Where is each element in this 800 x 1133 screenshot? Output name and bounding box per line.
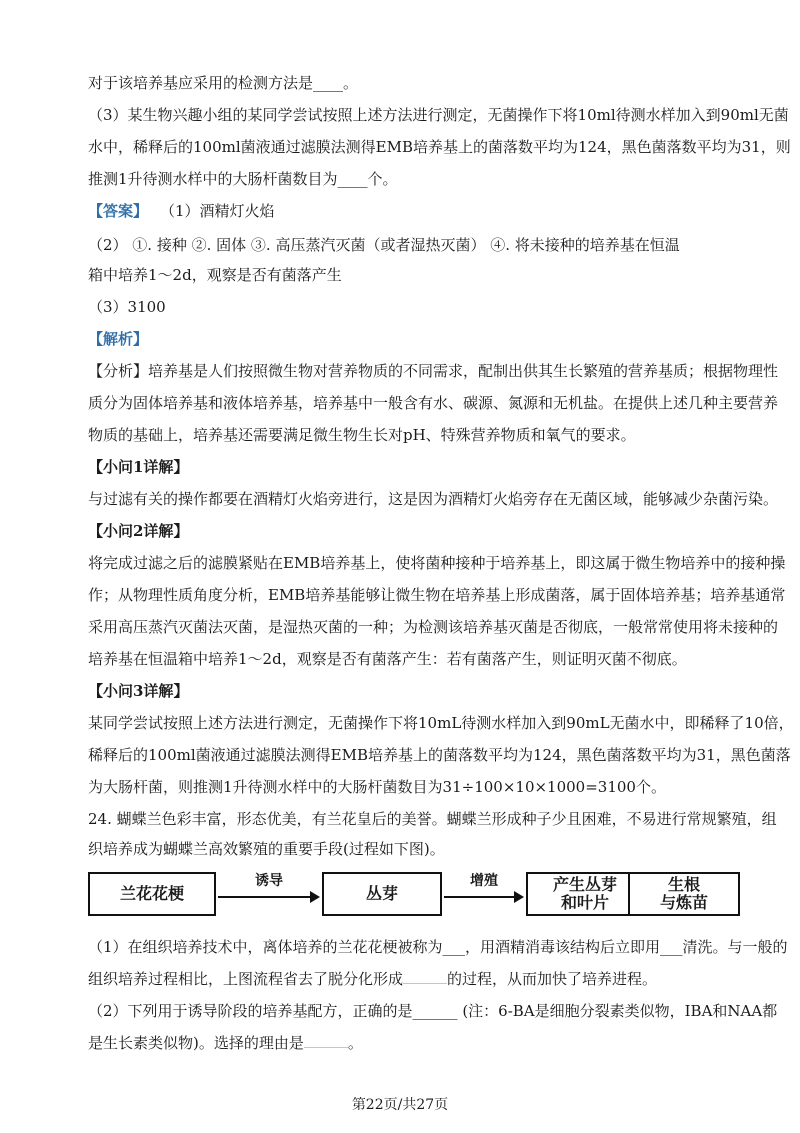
analysis-line: 【分析】培养基是人们按照微生物对营养物质的不同需求，配制出供其生长繁殖的营养基质；根据物理性 [88, 362, 779, 380]
flow-arrow-induce [218, 866, 320, 922]
flow-box-text: 产生丛芽 [552, 875, 617, 894]
analysis-line: 物质的基础上，培养基还需要满足微生物生长对pH、特殊营养物质和氧气的要求。 [88, 426, 636, 444]
subquestion-2-heading: 【小问2详解】 [88, 522, 189, 540]
flow-arrow-label: 诱导 [255, 873, 283, 889]
question-24-part-2: （2）下列用于诱导阶段的培养基配方，正确的是______ (注：6-BA是细胞分裂素类似物，IBA和NAA都 [88, 1002, 778, 1020]
text-segment: 的过程，从而加快了培养进程。 [447, 970, 658, 988]
flow-arrow-label: 增殖 [470, 873, 498, 889]
answer-part-2-cont: 箱中培养1～2d，观察是否有菌落产生 [88, 266, 342, 284]
answer-part-1: （1）酒精灯火焰 [160, 202, 275, 220]
subquestion-1-heading: 【小问1详解】 [88, 458, 189, 476]
arrow-head-icon [514, 891, 524, 903]
page-number-footer: 第22页/共27页 [351, 1097, 449, 1113]
subquestion-2-line: 将完成过滤之后的滤膜紧贴在EMB培养基上，使将菌种接种于培养基上，即这属于微生物培养中的接种操 [88, 554, 786, 572]
subquestion-3-line: 稀释后的100ml菌液通过滤膜法测得EMB培养基上的菌落数平均为124，黑色菌落数平均为31，黑色菌落 [88, 746, 791, 764]
subquestion-3-line: 为大肠杆菌，则推测1升待测水样中的大肠杆菌数目为31÷100×10×1000=3100个。 [88, 778, 666, 796]
answer-heading: 【答案】 [88, 202, 149, 220]
analysis-line: 质分为固体培养基和液体培养基，培养基中一般含有水、碳源、氮源和无机盐。在提供上述几种主要营养 [88, 394, 779, 412]
flow-box-rooting-hardening [628, 872, 740, 916]
subquestion-3-line: 某同学尝试按照上述方法进行测定，无菌操作下将10mL待测水样加入到90mL无菌水中，即稀释了10倍， [88, 714, 794, 732]
question-24-line: 24. 蝴蝶兰色彩丰富，形态优美，有兰花皇后的美誉。蝴蝶兰形成种子少且困难，不易进行常规繁殖，组 [88, 810, 777, 828]
text-line: 对于该培养基应采用的检测方法是____。 [88, 74, 359, 92]
flow-box-buds-and-leaves [526, 872, 644, 916]
text-segment: 组织培养过程相比，上图流程省去了脱分化形成 [88, 970, 404, 988]
flow-box-cluster-buds: 丛芽 [322, 872, 442, 916]
subquestion-1-line: 与过滤有关的操作都要在酒精灯火焰旁进行，这是因为酒精灯火焰旁存在无菌区域，能够减少杂菌污染。 [88, 490, 779, 508]
analysis-heading: 【解析】 [88, 330, 149, 348]
subquestion-2-line: 采用高压蒸汽灭菌法灭菌，是湿热灭菌的一种；为检测该培养基灭菌是否彻底，一般常常使用将未接种的 [88, 618, 779, 636]
arrow-shaft [218, 896, 312, 898]
question-24-part-1: （1）在组织培养技术中，离体培养的兰花花梗被称为___，用酒精消毒该结构后立即用___清洗。与一般的 [88, 938, 788, 956]
text-line: 水中，稀释后的100ml菌液通过滤膜法测得EMB培养基上的菌落数平均为124，黑色菌落数平均为31，则 [88, 138, 791, 156]
text-segment: 是生长素类似物)。选择的理由是 [88, 1034, 304, 1052]
flow-arrow-proliferate [444, 866, 524, 922]
flow-box-flower-stalk: 兰花花梗 [88, 872, 216, 916]
question-24-line: 织培养成为蝴蝶兰高效繁殖的重要手段(过程如下图)。 [88, 838, 728, 860]
subquestion-3-heading: 【小问3详解】 [88, 682, 189, 700]
arrow-shaft [444, 896, 516, 898]
subquestion-2-line: 培养基在恒温箱中培养1～2d，观察是否有菌落产生：若有菌落产生，则证明灭菌不彻底。 [88, 650, 687, 668]
subquestion-2-line: 作；从物理性质角度分析，EMB培养基能够让微生物在培养基上形成菌落，属于固体培养基；培养基通常 [88, 586, 786, 604]
answer-part-2: （2） ①. 接种 ②. 固体 ③. 高压蒸汽灭菌（或者湿热灭菌） ④. 将未接种的培养基在恒温 [88, 236, 680, 254]
text-line: 推测1升待测水样中的大肠杆菌数目为____个。 [88, 170, 398, 188]
text-line: （3）某生物兴趣小组的某同学尝试按照上述方法进行测定，无菌操作下将10ml待测水样加入到90ml无菌 [88, 106, 789, 124]
flow-box-text: 生根 [667, 875, 700, 894]
arrow-head-icon [310, 891, 320, 903]
flow-box-text: 和叶片 [560, 893, 609, 912]
text-segment: 。 [347, 1034, 363, 1052]
flow-box-text: 与炼苗 [659, 893, 708, 912]
answer-part-3: （3）3100 [88, 298, 166, 316]
